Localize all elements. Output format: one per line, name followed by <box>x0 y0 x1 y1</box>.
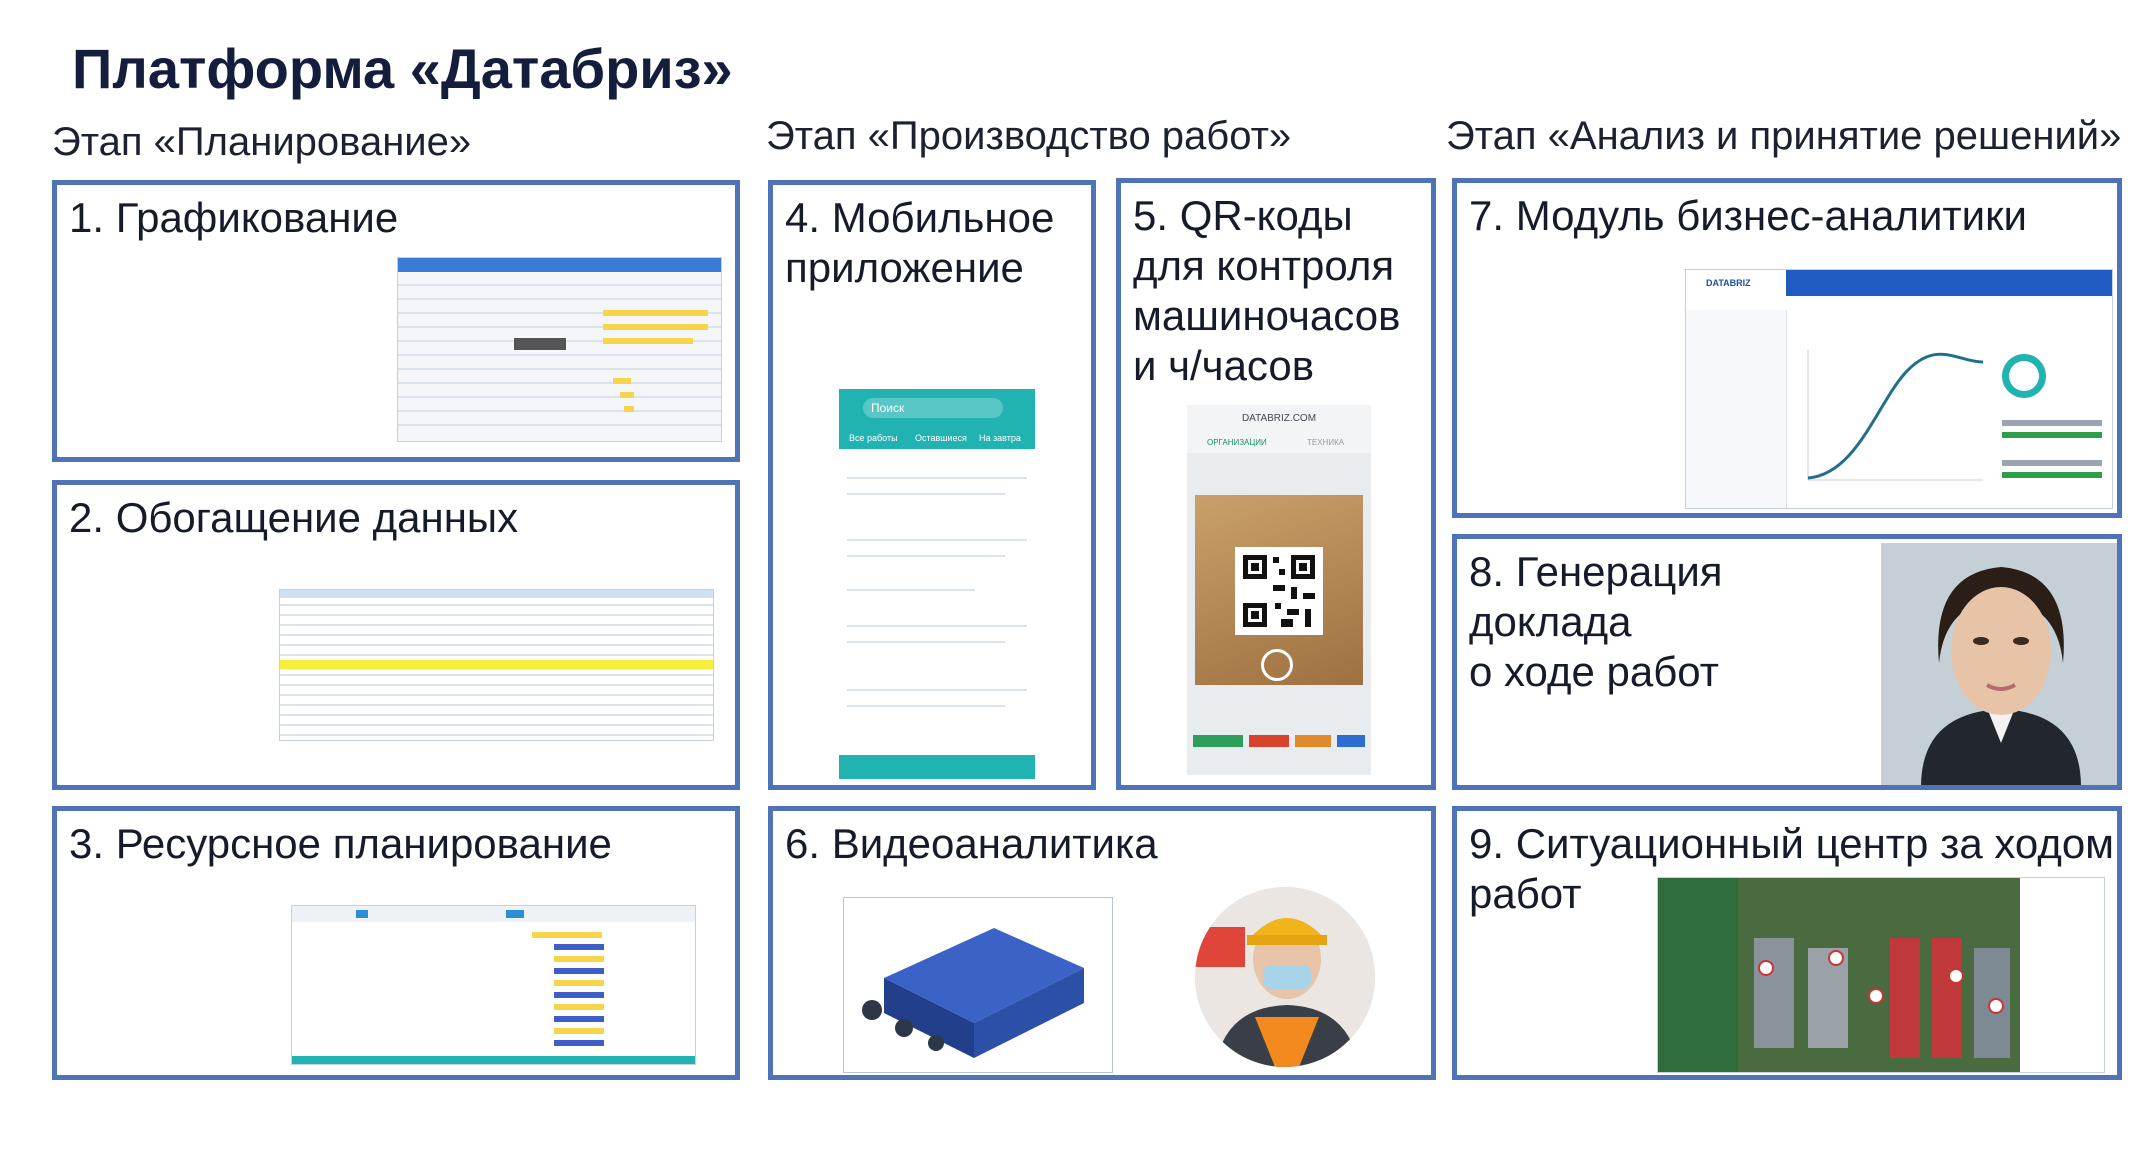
thumb-header <box>398 258 721 272</box>
card-title-line-3: машиночасов <box>1133 292 1401 339</box>
card-title-line-2: работ <box>1469 870 1582 917</box>
gantt-screenshot-thumbnail <box>397 257 722 442</box>
qr-brand: DATABRIZ.COM <box>1187 405 1371 433</box>
qr-tab-equipment: ТЕХНИКА <box>1307 438 1345 447</box>
card-title: 3. Ресурсное планирование <box>69 820 612 867</box>
camera-device-photo <box>843 897 1113 1073</box>
worker-photo <box>1195 887 1375 1067</box>
card-title-line-2: приложение <box>785 244 1024 291</box>
qr-tab-organizations: ОРГАНИЗАЦИИ <box>1207 438 1267 447</box>
card-report-generation[interactable] <box>1452 534 2122 790</box>
card-title-line-2: для контроля <box>1133 242 1395 289</box>
card-resource-planning[interactable] <box>52 806 740 1080</box>
stage-analysis-label: Этап «Анализ и принятие решений» <box>1446 114 2122 158</box>
stage-planning-label: Этап «Планирование» <box>52 120 472 164</box>
card-video-analytics[interactable] <box>768 806 1436 1080</box>
page-title: Платформа «Датабриз» <box>72 37 733 100</box>
card-data-enrichment[interactable] <box>52 480 740 790</box>
card-title-line-1: 4. Мобильное <box>785 194 1055 241</box>
card-title-line-1: 5. QR-коды <box>1133 192 1353 239</box>
card-title-line-2: доклада <box>1469 598 1632 645</box>
card-title: 7. Модуль бизнес-аналитики <box>1469 192 2027 239</box>
mobile-tab-remaining: Оставшиеся <box>915 433 967 443</box>
mobile-tab-all: Все работы <box>849 433 898 443</box>
card-title-line-4: и ч/часов <box>1133 342 1315 389</box>
qr-code-icon <box>1235 547 1323 635</box>
card-title-line-1: 9. Ситуационный центр за ходом <box>1469 820 2115 867</box>
card-scheduling[interactable] <box>52 180 740 462</box>
qr-scanner-screenshot <box>1187 405 1371 775</box>
bi-brand: DATABRIZ <box>1686 270 1786 296</box>
situation-center-3d-map <box>1657 877 2105 1073</box>
ai-presenter-portrait <box>1881 543 2121 787</box>
mobile-app-screenshot <box>839 389 1035 779</box>
bi-dashboard-screenshot <box>1685 269 2113 509</box>
resource-gantt-thumbnail <box>291 905 696 1065</box>
card-title: 1. Графикование <box>69 194 399 241</box>
mobile-search-field: Поиск <box>863 398 1003 418</box>
stage-production-label: Этап «Производство работ» <box>766 114 1292 158</box>
s-curve-chart <box>1798 340 1988 490</box>
card-qr-codes[interactable] <box>1116 178 1436 790</box>
card-title-line-1: 8. Генерация <box>1469 548 1723 595</box>
donut-gauge <box>2002 354 2046 398</box>
camera-view <box>1195 495 1363 685</box>
data-table-thumbnail <box>279 589 714 741</box>
mobile-tabs <box>839 427 1035 449</box>
card-situation-center[interactable] <box>1452 806 2122 1080</box>
mobile-tab-tomorrow: На завтра <box>979 433 1021 443</box>
card-title-line-3: о ходе работ <box>1469 648 1719 695</box>
card-title: 6. Видеоаналитика <box>785 820 1158 867</box>
card-mobile-app[interactable] <box>768 180 1096 790</box>
card-title: 2. Обогащение данных <box>69 494 519 541</box>
mobile-top-bar <box>839 389 1035 427</box>
card-business-analytics[interactable] <box>1452 178 2122 518</box>
shutter-button <box>1261 649 1293 681</box>
